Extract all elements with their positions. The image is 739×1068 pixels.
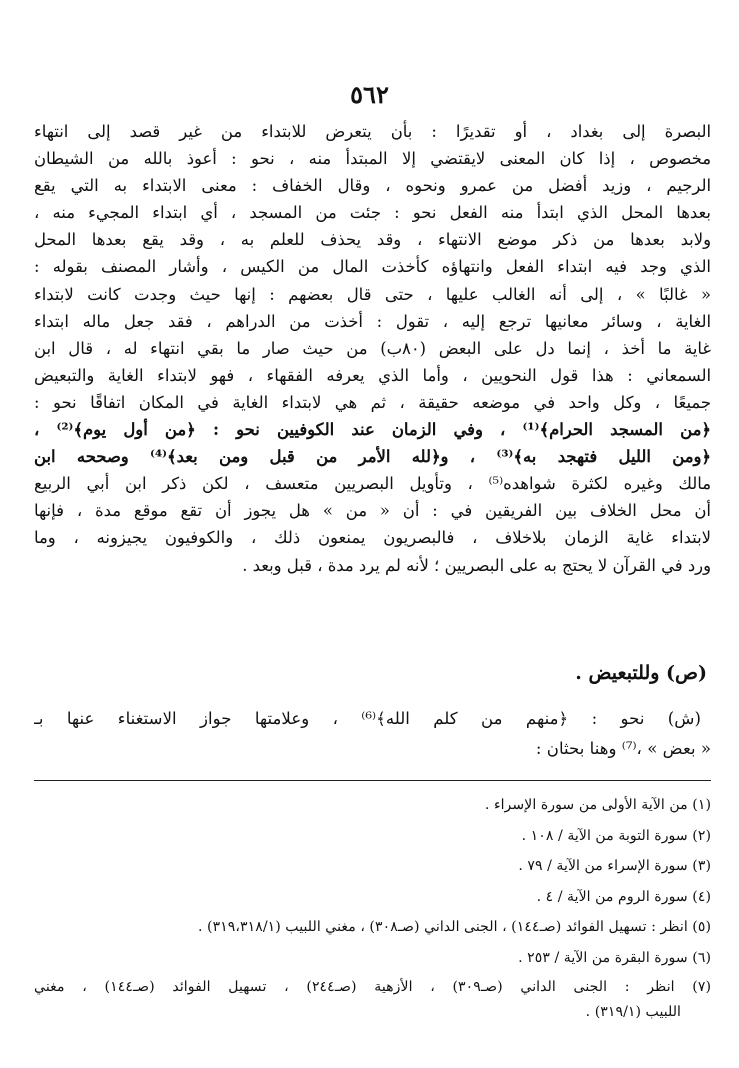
footnote-7-continuation: اللبيب (٣١٩/١) . [585, 1003, 681, 1020]
commentary-line: (ش) نحو : ﴿منهم من كلم الله﴾⁽⁶⁾ ، وعلامتها جواز الاستغناء عنها بـ [34, 709, 701, 728]
paragraph-line: الغاية ، وسائر معانيها ترجع إليه ، تقول : أخذت من الدراهم ، فقد جعل ماله ابتداء [34, 311, 711, 331]
paragraph-line: لابتداء غاية الزمان بلاخلاف ، فالبصريون يمنعون ذلك ، والكوفيون يجيزونه ، وما [34, 528, 711, 548]
page-number: ٥٦٢ [350, 80, 389, 109]
section-heading: (ص) وللتبعيض . [575, 662, 707, 684]
footnote-4: (٤) سورة الروم من الآية / ٤ . [536, 888, 711, 905]
paragraph-line: ﴿ومن الليل فتهجد به﴾⁽³⁾ ، و﴿لله الأمر من قبل ومن بعد﴾⁽⁴⁾ وصححه ابن [34, 447, 711, 467]
paragraph-line: السمعاني : هذا قول النحويين ، وأما الذي يعرفه الفقهاء ، فهو لابتداء الغاية والتبعيض [34, 365, 711, 385]
paragraph-line: الرجيم ، وزيد أفضل من عمرو ونحوه ، وقال الخفاف : معنى الابتداء به التي يقع [34, 176, 711, 196]
paragraph-line: بعدها المحل الذي ابتدأ منه الفعل نحو : جئت من المسجد ، أي ابتداء المجيء منه ، [34, 203, 711, 223]
footnote-5: (٥) انظر : تسهيل الفوائد (صـ١٤٤) ، الجنى الداني (صـ٣٠٨) ، مغني اللبيب (٣١٩،٣١٨/١) . [198, 919, 711, 936]
footnote-2: (٢) سورة التوبة من الآية / ١٠٨ . [521, 827, 711, 844]
paragraph-line: ﴿من المسجد الحرام﴾⁽¹⁾ ، وفي الزمان عند الكوفيين نحو : ﴿من أول يوم﴾⁽²⁾ ، [34, 420, 711, 440]
footnote-1: (١) من الآية الأولى من سورة الإسراء . [484, 797, 711, 813]
commentary-paragraph [34, 704, 711, 764]
main-paragraph [34, 118, 711, 579]
paragraph-line: جميعًا ، وكل واحد في موضعه حقيقة ، ثم هي لابتداء الغاية في المكان اتفاقًا نحو : [34, 392, 711, 412]
paragraph-line: « غالبًا » ، إلى أنه الغالب عليها ، حتى قال بعضهم : إنها حيث وجدت كانت لابتداء [34, 284, 711, 304]
paragraph-line: البصرة إلى بغداد ، أو تقديرًا : بأن يتعرض للابتداء من غير قصد إلى انتهاء [34, 122, 711, 141]
commentary-line: « بعض » ،⁽⁷⁾ وهنا بحثان : [535, 739, 711, 758]
paragraph-line: غاية ما أخذ ، إنما دل على البعض (٨٠ب) من حيث صار ما بقي انتهاء له ، قال ابن [34, 338, 711, 358]
paragraph-line: مالك وغيره لكثرة شواهده⁽⁵⁾ ، وتأويل البصريين متعسف ، لكن ذكر ابن أبي الربيع [34, 474, 711, 494]
footnote-3: (٣) سورة الإسراء من الآية / ٧٩ . [518, 858, 711, 875]
paragraph-line: ورد في القرآن لا يحتج به على البصريين ؛ لأنه لم يرد مدة ، قبل وبعد . [242, 555, 711, 575]
footnote-divider [34, 780, 711, 781]
footnotes [34, 790, 711, 1024]
footnote-7: (٧) انظر : الجنى الداني (صـ٣٠٩) ، الأزهية (صـ٢٤٤) ، تسهيل الفوائد (صـ١٤٤) ، مغني [34, 978, 711, 995]
paragraph-line: ولابد بعدها من ذكر موضع الانتهاء ، وقد يحذف للعلم به ، وقد يقع بعدها المحل [34, 230, 711, 250]
paragraph-line: مخصوص ، إذا كان المعنى لايقتضي إلا المبتدأ منه ، نحو : أعوذ بالله من الشيطان [34, 149, 711, 169]
footnote-6: (٦) سورة البقرة من الآية / ٢٥٣ . [518, 949, 711, 966]
paragraph-line: الذي وجد فيه ابتداء الفعل وانتهاؤه كأخذت المال من الكيس ، وأشار المصنف بقوله : [34, 257, 711, 277]
paragraph-line: أن محل الخلاف بين الفريقين في : أن « من » هل يجوز أن تقع موقع مدة ، فإنها [34, 501, 711, 521]
